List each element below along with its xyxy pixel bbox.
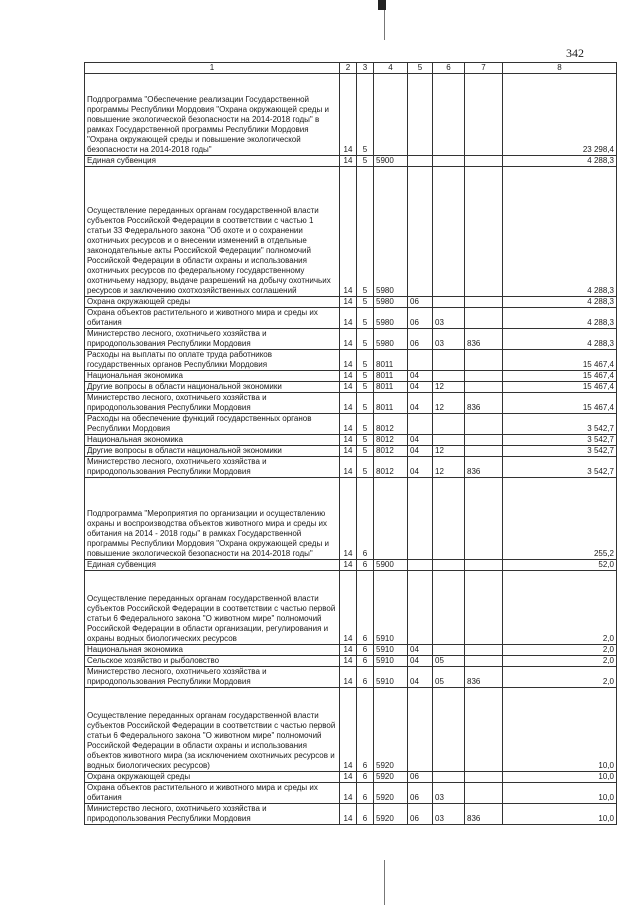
row-code-col-7: [465, 560, 503, 571]
row-code-col-7: [465, 688, 503, 772]
row-code-col-4: 5920: [374, 783, 408, 804]
row-code-col-6: 12: [433, 446, 465, 457]
row-description: Охрана объектов растительного и животного мира и среды их обитания: [85, 308, 340, 329]
table-row: [85, 667, 617, 688]
table-row: [85, 688, 617, 772]
row-amount: 3 542,7: [503, 457, 617, 478]
row-code-col-5: [408, 560, 433, 571]
row-code-col-4: 8012: [374, 446, 408, 457]
row-code-col-3: 5: [357, 329, 374, 350]
row-description: Министерство лесного, охотничьего хозяйства и природопользования Республики Мордовия: [85, 329, 340, 350]
table-row: [85, 297, 617, 308]
row-code-col-5: 04: [408, 667, 433, 688]
table-row: [85, 457, 617, 478]
row-code-col-6: [433, 571, 465, 645]
row-code-col-2: 14: [340, 446, 357, 457]
row-code-col-5: 04: [408, 435, 433, 446]
row-code-col-4: 5920: [374, 772, 408, 783]
table-row: [85, 329, 617, 350]
row-code-col-7: [465, 167, 503, 297]
row-code-col-5: [408, 688, 433, 772]
row-code-col-3: 5: [357, 74, 374, 156]
row-code-col-3: 5: [357, 308, 374, 329]
column-header-4: 4: [374, 63, 408, 74]
row-amount: 15 467,4: [503, 382, 617, 393]
row-code-col-2: 14: [340, 645, 357, 656]
row-description: Осуществление переданных органам государственной власти субъектов Российской Федерации в соответствии с частью первой статьи 6 Федерального закона "О животном мире" полномочий Российской Федерации в области охраны и использования объектов животного мира (за исключением охотничьих ресурсов и водных биологических ресурсов): [85, 688, 340, 772]
row-code-col-4: 8011: [374, 382, 408, 393]
row-code-col-6: [433, 435, 465, 446]
row-code-col-7: [465, 446, 503, 457]
row-description: Другие вопросы в области национальной экономики: [85, 382, 340, 393]
row-code-col-3: 6: [357, 783, 374, 804]
row-code-col-6: [433, 297, 465, 308]
row-amount: 10,0: [503, 783, 617, 804]
row-amount: 255,2: [503, 478, 617, 560]
table-row: [85, 371, 617, 382]
table-row: [85, 645, 617, 656]
row-code-col-5: 06: [408, 308, 433, 329]
row-code-col-3: 5: [357, 350, 374, 371]
row-code-col-6: 03: [433, 804, 465, 825]
table-body: [85, 74, 617, 825]
binder-line-bottom: [384, 860, 385, 905]
row-code-col-2: 14: [340, 656, 357, 667]
row-description: Министерство лесного, охотничьего хозяйства и природопользования Республики Мордовия: [85, 457, 340, 478]
column-header-1: 1: [85, 63, 340, 74]
row-code-col-6: [433, 74, 465, 156]
row-code-col-4: 5920: [374, 688, 408, 772]
row-description: Охрана окружающей среды: [85, 772, 340, 783]
row-code-col-7: [465, 478, 503, 560]
table-row: [85, 478, 617, 560]
row-code-col-6: 03: [433, 783, 465, 804]
row-code-col-7: [465, 308, 503, 329]
row-code-col-7: [465, 414, 503, 435]
table-row: [85, 414, 617, 435]
row-code-col-6: [433, 156, 465, 167]
table-row: [85, 350, 617, 371]
row-code-col-7: [465, 783, 503, 804]
row-code-col-2: 14: [340, 804, 357, 825]
row-code-col-3: 5: [357, 457, 374, 478]
row-amount: 2,0: [503, 667, 617, 688]
column-header-5: 5: [408, 63, 433, 74]
row-code-col-5: 04: [408, 393, 433, 414]
row-description: Расходы на обеспечение функций государственных органов Республики Мордовия: [85, 414, 340, 435]
row-code-col-3: 5: [357, 156, 374, 167]
budget-table: [84, 62, 617, 825]
row-amount: 3 542,7: [503, 446, 617, 457]
row-amount: 4 288,3: [503, 297, 617, 308]
table-row: [85, 167, 617, 297]
row-code-col-3: 5: [357, 393, 374, 414]
row-code-col-5: 04: [408, 656, 433, 667]
row-description: Единая субвенция: [85, 156, 340, 167]
row-code-col-4: 5920: [374, 804, 408, 825]
column-header-2: 2: [340, 63, 357, 74]
row-code-col-4: 5900: [374, 560, 408, 571]
table-row: [85, 393, 617, 414]
row-code-col-3: 5: [357, 382, 374, 393]
row-amount: 4 288,3: [503, 167, 617, 297]
row-code-col-5: [408, 74, 433, 156]
row-description: Национальная экономика: [85, 435, 340, 446]
row-amount: 15 467,4: [503, 371, 617, 382]
row-code-col-4: 5910: [374, 667, 408, 688]
row-code-col-6: 12: [433, 457, 465, 478]
row-code-col-6: 12: [433, 382, 465, 393]
table-row: [85, 772, 617, 783]
row-description: Министерство лесного, охотничьего хозяйства и природопользования Республики Мордовия: [85, 667, 340, 688]
row-code-col-6: [433, 688, 465, 772]
table-row: [85, 156, 617, 167]
row-code-col-2: 14: [340, 308, 357, 329]
row-code-col-6: 05: [433, 656, 465, 667]
table-row: [85, 435, 617, 446]
row-code-col-6: [433, 350, 465, 371]
row-code-col-6: [433, 371, 465, 382]
row-code-col-3: 5: [357, 371, 374, 382]
row-code-col-3: 6: [357, 560, 374, 571]
row-code-col-4: 5980: [374, 167, 408, 297]
row-code-col-2: 14: [340, 297, 357, 308]
row-code-col-2: 14: [340, 167, 357, 297]
row-amount: 52,0: [503, 560, 617, 571]
row-code-col-2: 14: [340, 571, 357, 645]
row-code-col-6: 05: [433, 667, 465, 688]
row-code-col-3: 6: [357, 645, 374, 656]
row-code-col-6: 12: [433, 393, 465, 414]
row-code-col-5: 06: [408, 297, 433, 308]
row-code-col-5: [408, 478, 433, 560]
row-code-col-2: 14: [340, 414, 357, 435]
row-code-col-2: 14: [340, 371, 357, 382]
row-description: Национальная экономика: [85, 371, 340, 382]
table-row: [85, 74, 617, 156]
row-code-col-2: 14: [340, 435, 357, 446]
row-code-col-2: 14: [340, 457, 357, 478]
column-header-7: 7: [465, 63, 503, 74]
row-code-col-4: [374, 478, 408, 560]
row-amount: 2,0: [503, 645, 617, 656]
row-code-col-6: [433, 560, 465, 571]
row-code-col-4: 8011: [374, 371, 408, 382]
column-header-8: 8: [503, 63, 617, 74]
row-code-col-3: 6: [357, 804, 374, 825]
row-code-col-6: [433, 414, 465, 435]
row-code-col-7: [465, 435, 503, 446]
row-code-col-7: [465, 645, 503, 656]
row-code-col-7: 836: [465, 804, 503, 825]
row-description: Подпрограмма "Мероприятия по организации и осуществлению охраны и воспроизводства объектов животного мира и среды их обитания на 2014 - 2018 годы" в рамках Государственной программы Республики Мордовия "Охрана окружающей среды и повышение экологической безопасности на 2014-2018 годы": [85, 478, 340, 560]
row-code-col-7: 836: [465, 393, 503, 414]
row-code-col-4: 8011: [374, 393, 408, 414]
row-code-col-4: 5910: [374, 656, 408, 667]
row-code-col-6: 03: [433, 329, 465, 350]
row-description: Расходы на выплаты по оплате труда работников государственных органов Республики Мордовия: [85, 350, 340, 371]
row-code-col-5: 04: [408, 446, 433, 457]
row-description: Осуществление переданных органам государственной власти субъектов Российской Федерации в соответствии с частью 1 статьи 33 Федерального закона "Об охоте и о сохранении охотничьих ресурсов и о внесении изменений в отдельные законодательные акты Российской Федерации" полномочий Российской Федерации в области охраны и использования охотничьих ресурсов по федеральному государственному охотничьему надзору, выдаче разрешений на добычу охотничьих ресурсов и заключению охотхозяйственных соглашений: [85, 167, 340, 297]
row-code-col-4: 8011: [374, 350, 408, 371]
row-code-col-5: [408, 571, 433, 645]
row-amount: 10,0: [503, 772, 617, 783]
row-amount: 4 288,3: [503, 308, 617, 329]
row-code-col-6: 03: [433, 308, 465, 329]
row-code-col-7: [465, 350, 503, 371]
row-code-col-3: 6: [357, 656, 374, 667]
row-code-col-4: 8012: [374, 414, 408, 435]
row-code-col-5: 06: [408, 783, 433, 804]
row-code-col-5: 06: [408, 772, 433, 783]
table-header-row: [85, 63, 617, 74]
row-description: Национальная экономика: [85, 645, 340, 656]
row-amount: 3 542,7: [503, 414, 617, 435]
row-code-col-4: 8012: [374, 457, 408, 478]
table-row: [85, 382, 617, 393]
row-code-col-2: 14: [340, 393, 357, 414]
row-code-col-2: 14: [340, 667, 357, 688]
binder-hole-mark: [378, 0, 386, 10]
row-code-col-2: 14: [340, 783, 357, 804]
column-header-3: 3: [357, 63, 374, 74]
row-code-col-4: 5980: [374, 297, 408, 308]
row-code-col-7: [465, 297, 503, 308]
table-row: [85, 560, 617, 571]
row-amount: 10,0: [503, 688, 617, 772]
row-code-col-2: 14: [340, 688, 357, 772]
row-amount: 2,0: [503, 571, 617, 645]
row-code-col-2: 14: [340, 350, 357, 371]
row-code-col-2: 14: [340, 74, 357, 156]
row-code-col-7: [465, 74, 503, 156]
row-code-col-2: 14: [340, 156, 357, 167]
row-code-col-3: 5: [357, 446, 374, 457]
row-code-col-7: 836: [465, 329, 503, 350]
row-code-col-7: [465, 571, 503, 645]
row-code-col-4: 5910: [374, 571, 408, 645]
row-amount: 23 298,4: [503, 74, 617, 156]
row-code-col-2: 14: [340, 478, 357, 560]
row-amount: 2,0: [503, 656, 617, 667]
table-row: [85, 656, 617, 667]
row-description: Министерство лесного, охотничьего хозяйства и природопользования Республики Мордовия: [85, 804, 340, 825]
row-description: Министерство лесного, охотничьего хозяйства и природопользования Республики Мордовия: [85, 393, 340, 414]
table-row: [85, 308, 617, 329]
row-code-col-3: 5: [357, 297, 374, 308]
row-code-col-3: 5: [357, 167, 374, 297]
row-code-col-7: [465, 156, 503, 167]
table-row: [85, 446, 617, 457]
row-amount: 4 288,3: [503, 329, 617, 350]
row-code-col-3: 6: [357, 478, 374, 560]
row-code-col-6: [433, 772, 465, 783]
row-code-col-5: 04: [408, 382, 433, 393]
row-code-col-5: 06: [408, 804, 433, 825]
row-description: Единая субвенция: [85, 560, 340, 571]
table-row: [85, 783, 617, 804]
row-code-col-7: [465, 772, 503, 783]
row-code-col-7: 836: [465, 457, 503, 478]
row-code-col-5: 04: [408, 371, 433, 382]
row-code-col-3: 6: [357, 571, 374, 645]
row-code-col-2: 14: [340, 560, 357, 571]
row-amount: 10,0: [503, 804, 617, 825]
row-code-col-4: 5980: [374, 308, 408, 329]
row-amount: 3 542,7: [503, 435, 617, 446]
table-row: [85, 571, 617, 645]
row-code-col-5: [408, 156, 433, 167]
column-header-6: 6: [433, 63, 465, 74]
page-number: 342: [566, 46, 584, 60]
row-code-col-7: [465, 382, 503, 393]
row-code-col-2: 14: [340, 329, 357, 350]
row-code-col-2: 14: [340, 382, 357, 393]
row-code-col-3: 6: [357, 772, 374, 783]
row-code-col-3: 5: [357, 414, 374, 435]
row-code-col-4: 5980: [374, 329, 408, 350]
row-code-col-4: 8012: [374, 435, 408, 446]
row-code-col-5: [408, 167, 433, 297]
row-description: Другие вопросы в области национальной экономики: [85, 446, 340, 457]
row-description: Охрана окружающей среды: [85, 297, 340, 308]
row-code-col-7: [465, 656, 503, 667]
row-code-col-2: 14: [340, 772, 357, 783]
row-code-col-5: [408, 414, 433, 435]
row-code-col-7: [465, 371, 503, 382]
row-amount: 15 467,4: [503, 350, 617, 371]
row-code-col-5: [408, 350, 433, 371]
row-code-col-5: 04: [408, 457, 433, 478]
row-code-col-5: 06: [408, 329, 433, 350]
row-description: Охрана объектов растительного и животного мира и среды их обитания: [85, 783, 340, 804]
row-code-col-4: 5900: [374, 156, 408, 167]
row-code-col-3: 6: [357, 667, 374, 688]
row-code-col-3: 6: [357, 688, 374, 772]
binder-line-top: [384, 10, 385, 40]
row-code-col-4: 5910: [374, 645, 408, 656]
row-code-col-7: 836: [465, 667, 503, 688]
row-amount: 15 467,4: [503, 393, 617, 414]
row-amount: 4 288,3: [503, 156, 617, 167]
table-row: [85, 804, 617, 825]
row-code-col-6: [433, 478, 465, 560]
row-description: Подпрограмма "Обеспечение реализации Государственной программы Республики Мордовия "Охрана окружающей среды и повышение экологической безопасности на 2014-2018 годы" в рамках Государственной программы Республики Мордовия "Охрана окружающей среды и повышение экологической безопасности на 2014-2018 годы": [85, 74, 340, 156]
row-code-col-6: [433, 645, 465, 656]
row-code-col-3: 5: [357, 435, 374, 446]
row-code-col-4: [374, 74, 408, 156]
row-description: Осуществление переданных органам государственной власти субъектов Российской Федерации в соответствии с частью первой статьи 6 Федерального закона "О животном мире" полномочий Российской Федерации в области организации, регулирования и охраны водных биологических ресурсов: [85, 571, 340, 645]
row-code-col-6: [433, 167, 465, 297]
row-code-col-5: 04: [408, 645, 433, 656]
row-description: Сельское хозяйство и рыболовство: [85, 656, 340, 667]
